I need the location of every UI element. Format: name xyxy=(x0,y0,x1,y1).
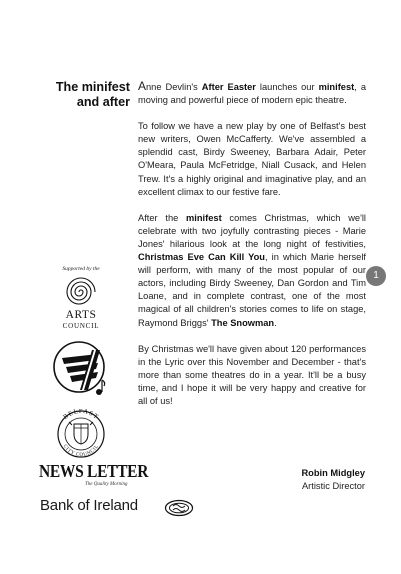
arts-council-text: COUNCIL xyxy=(62,322,100,330)
play-title-after-easter: After Easter xyxy=(201,82,256,92)
news-letter-tagline: The Quality Morning xyxy=(85,482,128,487)
bank-name: Bank of Ireland xyxy=(40,497,138,514)
text-run: After the xyxy=(138,212,187,223)
signature-block xyxy=(260,467,365,493)
signature-name: Robin Midgley xyxy=(301,468,365,478)
arts-title: ARTS xyxy=(65,309,97,321)
news-letter-logo xyxy=(39,462,149,487)
text-run: . xyxy=(274,317,277,328)
paragraph-3 xyxy=(138,212,366,330)
bank-of-ireland-emblem-icon xyxy=(164,499,194,517)
text-run: comes Christmas, which we'll celebrate with two joyfully contrasting pieces - Marie Jones' hilarious look at the long night of festivities, xyxy=(138,212,366,249)
belfast-city-council-crest xyxy=(51,408,111,462)
minifest-term: minifest xyxy=(318,82,355,92)
belfast-arc-text: BELFAST xyxy=(62,408,100,422)
minifest-term: minifest xyxy=(186,212,222,223)
article-body xyxy=(138,80,366,421)
page-heading xyxy=(40,80,130,110)
paragraph-1 xyxy=(138,80,366,107)
heading-line-1: The minifest xyxy=(55,80,130,94)
drop-cap: A xyxy=(138,79,147,93)
svg-text:CITY COUNCIL xyxy=(62,444,100,458)
paragraph-2: To follow we have a new play by one of Belfast's best new writers, Owen McCafferty. We've assembled a splendid cast, Birdy Sweeney, Barbara Adair, Peter O'Meara, Paula McFetridge, Niall Cusack, and Helen Trew. It's a highly original and imaginative play, and an excellent climax to our festive fare. xyxy=(138,121,366,197)
heading-line-2: and after xyxy=(76,95,130,109)
play-title-snowman: The Snowman xyxy=(211,317,275,328)
news-letter-name: NEWS LETTER xyxy=(39,462,149,482)
page-number-badge: 1 xyxy=(366,266,386,286)
arts-council-logo xyxy=(52,266,110,334)
arts-council-spiral-icon xyxy=(65,275,97,309)
text-run: nne Devlin's xyxy=(146,82,202,92)
text-run: , in which Marie herself will perform, with many of the most popular of our actors, including Birdy Sweeney, Dan Gordon and Tim Loane, and in complete contrast, one of the most magical of all children's stories comes to life on stage, Raymond Briggs' xyxy=(138,252,366,328)
play-title-christmas-eve: Christmas Eve Can Kill You xyxy=(138,252,265,263)
signature-title: Artistic Director xyxy=(301,481,365,491)
arts-supported-text: Supported by the xyxy=(62,266,100,272)
text-run: launches our xyxy=(255,82,319,92)
belfast-crest-icon xyxy=(51,408,111,458)
paragraph-4: By Christmas we'll have given about 120 performances in the Lyric over this November and December - that's more than some theatres do in a year. It'll be a busy time, and I hope it will be very happy and creative for all of us! xyxy=(138,343,366,406)
lyric-theatre-icon xyxy=(52,340,112,400)
belfast-city-council-arc-text: CITY COUNCIL xyxy=(61,444,101,458)
lyric-theatre-logo xyxy=(52,340,112,404)
text-run: , a moving and powerful piece of modern epic theatre. xyxy=(138,82,366,106)
